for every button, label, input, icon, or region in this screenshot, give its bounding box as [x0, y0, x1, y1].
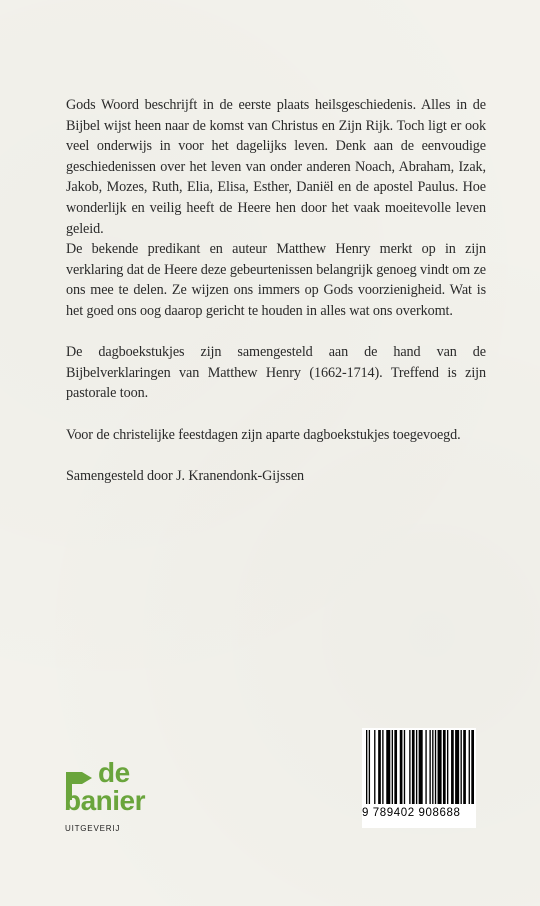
barcode-bar	[404, 730, 405, 804]
barcode-bar	[461, 730, 462, 804]
barcode-bar	[432, 730, 433, 804]
isbn-barcode	[362, 728, 476, 828]
barcode-bar	[438, 730, 442, 804]
publisher-logo	[64, 758, 204, 838]
publisher-tagline: UITGEVERIJ	[65, 824, 121, 833]
barcode-bar	[394, 730, 397, 804]
barcode-bars	[364, 730, 474, 806]
barcode-bar	[382, 730, 383, 804]
barcode-bar	[443, 730, 446, 804]
barcode-bar	[409, 730, 410, 804]
blurb-text	[66, 95, 486, 486]
barcode-bar	[416, 730, 417, 804]
barcode-bar	[374, 730, 375, 804]
barcode-bar	[463, 730, 466, 804]
barcode-bar	[471, 730, 474, 804]
paragraph-feastdays: Voor de christelijke feestdagen zijn aparte dagboekstukjes toegevoegd.	[66, 426, 461, 443]
barcode-bar	[400, 730, 403, 804]
barcode-bar	[435, 730, 436, 804]
paragraph-intro: Gods Woord beschrijft in de eerste plaats heilsgeschiedenis. Alles in de Bijbel wijst heen naar de komst van Christus en Zijn Rijk. Toch ligt er ook veel onderwijs in voor het dagelijks leven. Denk aan de eenvoudige geschiedenissen over het leven van onder anderen Noach, Abraham, Izak, Jakob, Mozes, Ruth, Elia, Elisa, Esther, Daniël en de apostel Paulus. Hoe wonderlijk en veilig heeft de Heere hen door het vaak moeitevolle leven geleid.	[66, 97, 486, 237]
barcode-bar	[369, 730, 370, 804]
barcode-bar	[455, 730, 459, 804]
barcode-bar	[378, 730, 381, 804]
barcode-bar	[447, 730, 448, 804]
paragraph-author-credit: Samengesteld door J. Kranendonk-Gijssen	[66, 467, 305, 484]
logo-word-de: de	[98, 757, 130, 788]
barcode-bar	[366, 730, 367, 804]
logo-word-banier: banier	[64, 785, 146, 816]
barcode-bar	[419, 730, 423, 804]
barcode-bar	[392, 730, 393, 804]
barcode-bar	[451, 730, 454, 804]
barcode-bar	[429, 730, 430, 804]
paragraph-matthew-henry: De bekende predikant en auteur Matthew Henry merkt op in zijn verklaring dat de Heere deze gebeurtenissen belangrijk genoeg vindt om ze ons mee te delen. Ze wijzen ons immers op Gods voorzienigheid. Wat is het goed ons oog daarop gericht te houden in alles wat ons overkomt.	[66, 241, 486, 319]
paragraph-compilation: De dagboekstukjes zijn samengesteld aan de hand van de Bijbelverklaringen van Matthew Henry (1662-1714). Treffend is zijn pastorale toon.	[66, 344, 486, 402]
barcode-bar	[386, 730, 390, 804]
barcode-bar	[469, 730, 470, 804]
isbn-number: 9 789402 908688	[362, 807, 461, 819]
barcode-bar	[412, 730, 415, 804]
barcode-bar	[425, 730, 426, 804]
